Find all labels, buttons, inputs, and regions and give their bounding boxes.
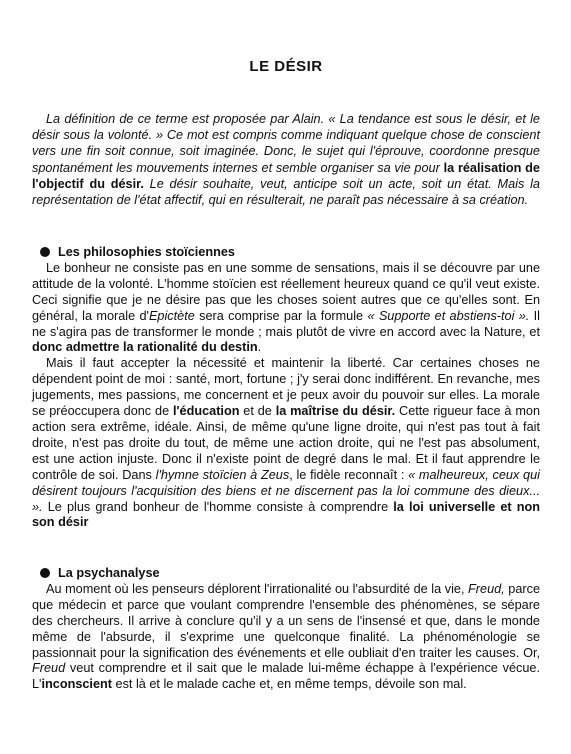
intro-text: La définition de ce terme est proposée par Alain. « La tendance est sous le désir, et le désir sous la volonté. » Ce mot est compris comme indiquant quelque chose de conscient vers une fin soit connue, soit imaginée. Donc, le sujet qui l'éprouve, coordonne presque spontanément les mouvements internes et semble organiser sa vie pour [32,112,540,175]
section-psychanalyse [32,566,540,693]
intro-text-end: Le désir souhaite, veut, anticipe soit un acte, soit un état. Mais la représentation de l'état affectif, qui en résulterait, ne paraît pas nécessaire à sa création. [32,176,540,208]
section-heading-stoiciennes: Les philosophies stoïciennes [32,245,540,261]
paragraph-necessite: Mais il faut accepter la nécessité et maintenir la liberté. Car certaines choses ne dépendent point de moi : santé, mort, fortune ; j'y serai donc indifférent. En revanche, mes jugements, mes passions, me concernent et je peux avoir du pouvoir sur elles. La morale se préoccupera donc de l'éducation et de la maîtrise du désir. Cette rigueur face à mon action sera extrême, idéale. Ainsi, de même qu'une ligne droite, qui n'est pas tout à fait droite, n'est pas droite du tout, de même une action droite, qui ne l'est pas absolument, est une action injuste. Donc il n'existe point de degré dans le mal. Et il faut apprendre le contrôle de soi. Dans l'hymne stoïcien à Zeus, le fidèle reconnaît : « malheureux, ceux qui désirent toujours l'acquisition des biens et ne discernent pas la loi commune des dieux... ». Le plus grand bonheur de l'homme consiste à comprendre la loi universelle et non son désir [32,356,541,530]
section-stoiciennes [32,245,540,531]
paragraph-bonheur: Le bonheur ne consiste pas en une somme de sensations, mais il se découvre par une attitude de la volonté. L'homme stoïcien est réellement heureux quand ce qu'il veut existe. Ceci signifie que je ne désire pas que les choses soient autres que ce qu'elles sont. En général, la morale d'Epictète sera comprise par la formule « Supporte et abstiens-toi ». Il ne s'agira pas de transformer le monde ; mais plutôt de vivre en accord avec la Nature, et donc admettre la rationalité du destin. [32,260,540,355]
page-title: LE DÉSIR [249,58,323,75]
bullet-icon [40,247,50,257]
intro-bold-objective: la réalisation de l'objectif du désir. [32,160,540,191]
section-heading-psychanalyse: La psychanalyse [32,566,540,582]
intro-paragraph [32,111,540,208]
bullet-icon [40,568,50,578]
paragraph-freud: Au moment où les penseurs déplorent l'irrationalité ou l'absurdité de la vie, Freud, parce que médecin et parce que voulant comprendre l'ensemble des phénomènes, se sépare des chercheurs. Il arrive à conclure qu'il y a un sens de l'insensé et que, dans le monde même de l'absurde, il s'exprime une quelconque finalité. La phénoménologie se passionnait pour la signification des événements et elle oubliait d'en traiter les causes. Or, Freud veut comprendre et il sait que le malade lui-même échappe à l'expérience vécue. L'inconscient est là et le malade cache et, en même temps, dévoile son mal. [32,581,540,692]
